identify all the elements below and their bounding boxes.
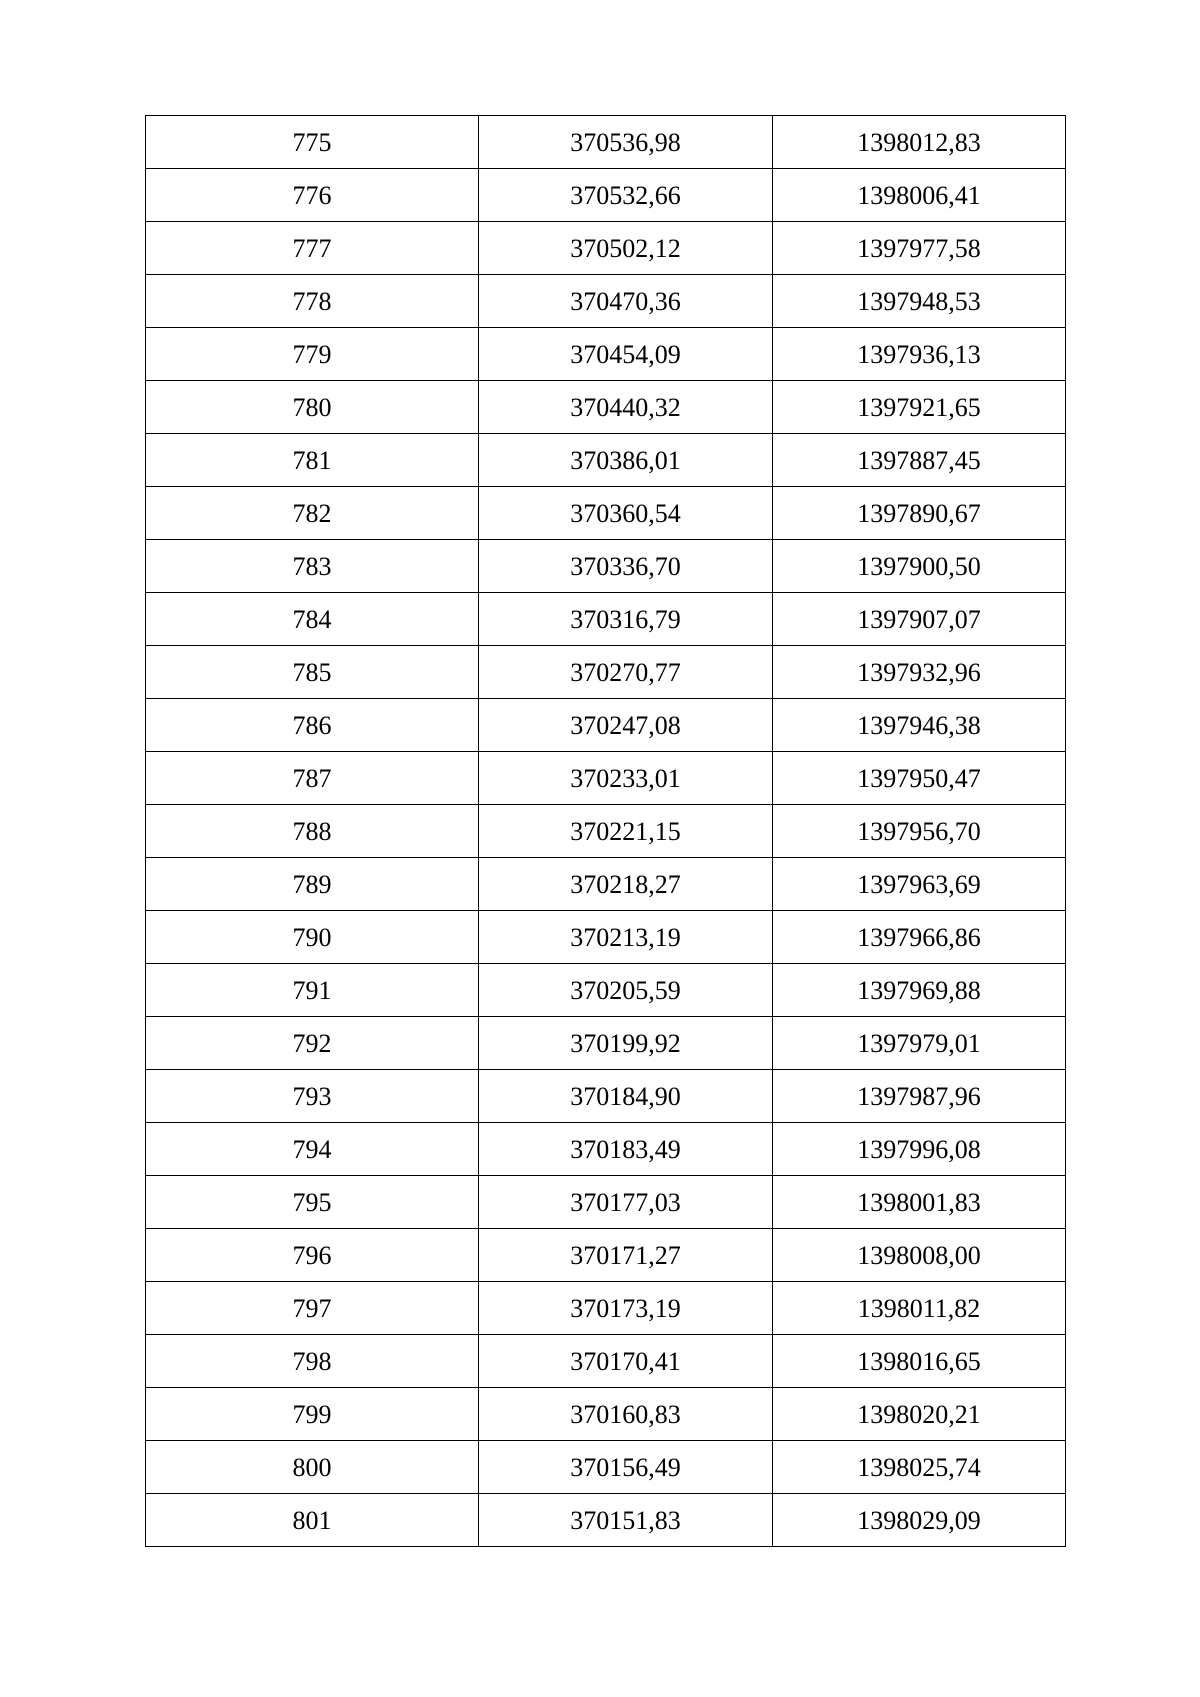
y-coordinate-cell: 1398029,09 bbox=[773, 1494, 1066, 1547]
x-coordinate-cell: 370151,83 bbox=[479, 1494, 773, 1547]
x-coordinate-cell: 370454,09 bbox=[479, 328, 773, 381]
y-coordinate-cell: 1398020,21 bbox=[773, 1388, 1066, 1441]
point-number-cell: 792 bbox=[146, 1017, 479, 1070]
x-coordinate-cell: 370316,79 bbox=[479, 593, 773, 646]
table-row bbox=[146, 1388, 1066, 1441]
coordinates-table-body bbox=[146, 116, 1066, 1547]
x-coordinate-cell: 370233,01 bbox=[479, 752, 773, 805]
table-row bbox=[146, 116, 1066, 169]
x-coordinate-cell: 370170,41 bbox=[479, 1335, 773, 1388]
table-row bbox=[146, 1229, 1066, 1282]
x-coordinate-cell: 370270,77 bbox=[479, 646, 773, 699]
y-coordinate-cell: 1398025,74 bbox=[773, 1441, 1066, 1494]
x-coordinate-cell: 370386,01 bbox=[479, 434, 773, 487]
y-coordinate-cell: 1398012,83 bbox=[773, 116, 1066, 169]
table-row bbox=[146, 540, 1066, 593]
y-coordinate-cell: 1397979,01 bbox=[773, 1017, 1066, 1070]
point-number-cell: 786 bbox=[146, 699, 479, 752]
point-number-cell: 796 bbox=[146, 1229, 479, 1282]
point-number-cell: 791 bbox=[146, 964, 479, 1017]
point-number-cell: 783 bbox=[146, 540, 479, 593]
point-number-cell: 785 bbox=[146, 646, 479, 699]
table-row bbox=[146, 1441, 1066, 1494]
point-number-cell: 780 bbox=[146, 381, 479, 434]
table-row bbox=[146, 646, 1066, 699]
y-coordinate-cell: 1397950,47 bbox=[773, 752, 1066, 805]
point-number-cell: 801 bbox=[146, 1494, 479, 1547]
x-coordinate-cell: 370470,36 bbox=[479, 275, 773, 328]
y-coordinate-cell: 1397966,86 bbox=[773, 911, 1066, 964]
x-coordinate-cell: 370440,32 bbox=[479, 381, 773, 434]
y-coordinate-cell: 1397907,07 bbox=[773, 593, 1066, 646]
point-number-cell: 797 bbox=[146, 1282, 479, 1335]
table-row bbox=[146, 1017, 1066, 1070]
table-row bbox=[146, 699, 1066, 752]
table-row bbox=[146, 1494, 1066, 1547]
table-row bbox=[146, 1282, 1066, 1335]
y-coordinate-cell: 1397969,88 bbox=[773, 964, 1066, 1017]
x-coordinate-cell: 370177,03 bbox=[479, 1176, 773, 1229]
table-row bbox=[146, 275, 1066, 328]
table-row bbox=[146, 805, 1066, 858]
y-coordinate-cell: 1398001,83 bbox=[773, 1176, 1066, 1229]
x-coordinate-cell: 370205,59 bbox=[479, 964, 773, 1017]
point-number-cell: 782 bbox=[146, 487, 479, 540]
y-coordinate-cell: 1397977,58 bbox=[773, 222, 1066, 275]
y-coordinate-cell: 1398008,00 bbox=[773, 1229, 1066, 1282]
table-row bbox=[146, 1176, 1066, 1229]
point-number-cell: 776 bbox=[146, 169, 479, 222]
x-coordinate-cell: 370171,27 bbox=[479, 1229, 773, 1282]
x-coordinate-cell: 370221,15 bbox=[479, 805, 773, 858]
x-coordinate-cell: 370160,83 bbox=[479, 1388, 773, 1441]
table-row bbox=[146, 381, 1066, 434]
x-coordinate-cell: 370360,54 bbox=[479, 487, 773, 540]
y-coordinate-cell: 1398016,65 bbox=[773, 1335, 1066, 1388]
point-number-cell: 793 bbox=[146, 1070, 479, 1123]
y-coordinate-cell: 1397963,69 bbox=[773, 858, 1066, 911]
x-coordinate-cell: 370173,19 bbox=[479, 1282, 773, 1335]
y-coordinate-cell: 1398006,41 bbox=[773, 169, 1066, 222]
x-coordinate-cell: 370184,90 bbox=[479, 1070, 773, 1123]
point-number-cell: 784 bbox=[146, 593, 479, 646]
table-row bbox=[146, 328, 1066, 381]
table-row bbox=[146, 1123, 1066, 1176]
table-row bbox=[146, 434, 1066, 487]
point-number-cell: 789 bbox=[146, 858, 479, 911]
point-number-cell: 800 bbox=[146, 1441, 479, 1494]
y-coordinate-cell: 1398011,82 bbox=[773, 1282, 1066, 1335]
table-row bbox=[146, 487, 1066, 540]
x-coordinate-cell: 370218,27 bbox=[479, 858, 773, 911]
point-number-cell: 775 bbox=[146, 116, 479, 169]
table-row bbox=[146, 752, 1066, 805]
table-row bbox=[146, 169, 1066, 222]
y-coordinate-cell: 1397890,67 bbox=[773, 487, 1066, 540]
x-coordinate-cell: 370156,49 bbox=[479, 1441, 773, 1494]
point-number-cell: 795 bbox=[146, 1176, 479, 1229]
point-number-cell: 781 bbox=[146, 434, 479, 487]
x-coordinate-cell: 370213,19 bbox=[479, 911, 773, 964]
y-coordinate-cell: 1397932,96 bbox=[773, 646, 1066, 699]
y-coordinate-cell: 1397900,50 bbox=[773, 540, 1066, 593]
x-coordinate-cell: 370536,98 bbox=[479, 116, 773, 169]
table-row bbox=[146, 1335, 1066, 1388]
point-number-cell: 798 bbox=[146, 1335, 479, 1388]
x-coordinate-cell: 370532,66 bbox=[479, 169, 773, 222]
point-number-cell: 778 bbox=[146, 275, 479, 328]
y-coordinate-cell: 1397987,96 bbox=[773, 1070, 1066, 1123]
table-row bbox=[146, 1070, 1066, 1123]
point-number-cell: 794 bbox=[146, 1123, 479, 1176]
point-number-cell: 790 bbox=[146, 911, 479, 964]
point-number-cell: 788 bbox=[146, 805, 479, 858]
y-coordinate-cell: 1397936,13 bbox=[773, 328, 1066, 381]
table-row bbox=[146, 222, 1066, 275]
coordinates-table bbox=[145, 115, 1066, 1547]
x-coordinate-cell: 370183,49 bbox=[479, 1123, 773, 1176]
y-coordinate-cell: 1397921,65 bbox=[773, 381, 1066, 434]
x-coordinate-cell: 370199,92 bbox=[479, 1017, 773, 1070]
table-row bbox=[146, 964, 1066, 1017]
y-coordinate-cell: 1397948,53 bbox=[773, 275, 1066, 328]
x-coordinate-cell: 370336,70 bbox=[479, 540, 773, 593]
y-coordinate-cell: 1397946,38 bbox=[773, 699, 1066, 752]
point-number-cell: 787 bbox=[146, 752, 479, 805]
x-coordinate-cell: 370502,12 bbox=[479, 222, 773, 275]
point-number-cell: 779 bbox=[146, 328, 479, 381]
y-coordinate-cell: 1397956,70 bbox=[773, 805, 1066, 858]
table-row bbox=[146, 858, 1066, 911]
point-number-cell: 799 bbox=[146, 1388, 479, 1441]
y-coordinate-cell: 1397887,45 bbox=[773, 434, 1066, 487]
y-coordinate-cell: 1397996,08 bbox=[773, 1123, 1066, 1176]
point-number-cell: 777 bbox=[146, 222, 479, 275]
table-row bbox=[146, 593, 1066, 646]
table-row bbox=[146, 911, 1066, 964]
x-coordinate-cell: 370247,08 bbox=[479, 699, 773, 752]
